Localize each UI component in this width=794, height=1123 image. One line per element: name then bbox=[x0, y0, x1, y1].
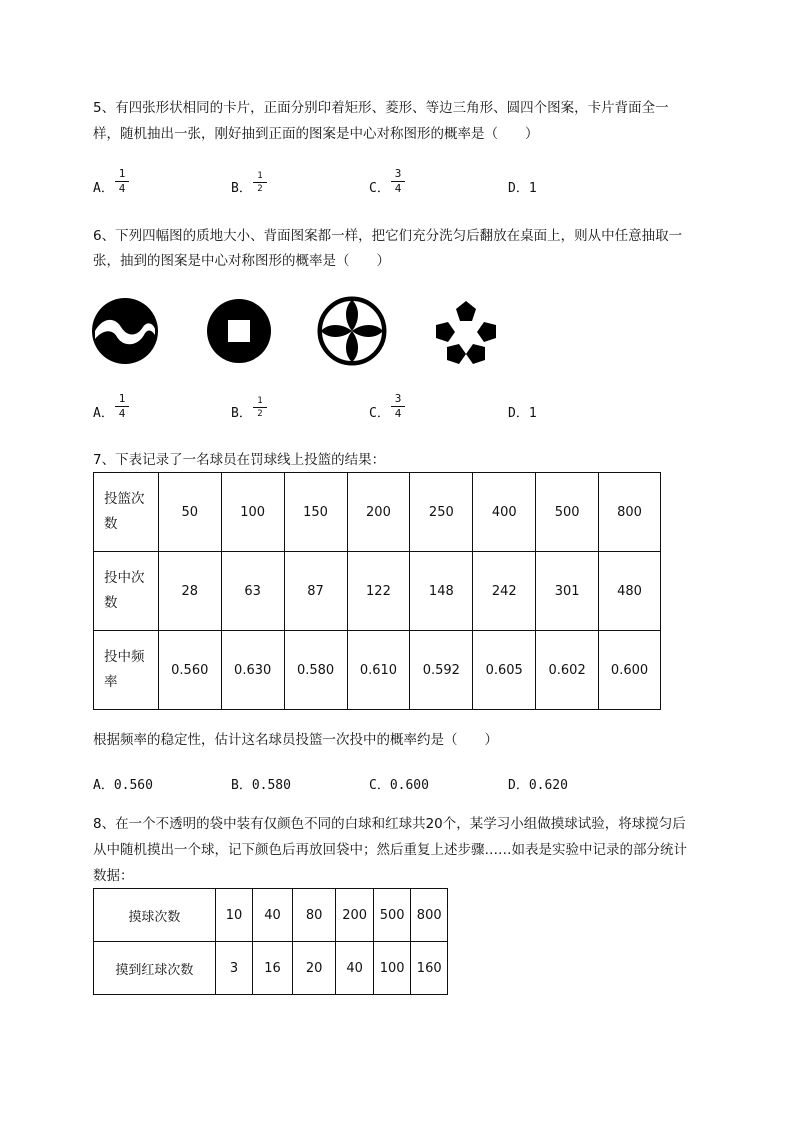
table-cell: 250 bbox=[410, 473, 473, 552]
q8-table bbox=[93, 888, 448, 995]
q7-option-b: B．0.580 bbox=[231, 778, 291, 793]
table-cell: 500 bbox=[536, 473, 599, 552]
q7-question: 根据频率的稳定性，估计这名球员投篮一次投中的概率约是（ ） bbox=[93, 732, 498, 748]
table-row bbox=[94, 942, 448, 995]
figure-coin-square-icon bbox=[207, 299, 271, 363]
table-cell: 0.560 bbox=[158, 631, 221, 710]
table-cell: 63 bbox=[221, 552, 284, 631]
q7-row-label: 投篮次 数 bbox=[94, 473, 159, 552]
table-cell: 40 bbox=[253, 889, 293, 942]
q6-text-line2: 张，抽到的图案是中心对称图形的概率是（ ） bbox=[93, 253, 390, 269]
table-cell: 0.600 bbox=[599, 631, 661, 710]
table-cell: 0.610 bbox=[347, 631, 410, 710]
table-cell: 20 bbox=[292, 942, 336, 995]
q5-text-line2: 样，随机抽出一张，刚好抽到正面的图案是中心对称图形的概率是（ ） bbox=[93, 126, 539, 142]
q8-text-line3: 数据： bbox=[93, 868, 134, 884]
q6-option-d: D．1 bbox=[508, 406, 537, 421]
table-cell: 50 bbox=[158, 473, 221, 552]
q5-option-a-fraction: 1 4 bbox=[115, 168, 129, 195]
q7-table bbox=[93, 472, 661, 710]
table-cell: 200 bbox=[336, 889, 374, 942]
table-cell: 0.605 bbox=[473, 631, 536, 710]
table-cell: 800 bbox=[599, 473, 661, 552]
q8-text-line1: 8、在一个不透明的袋中装有仅颜色不同的白球和红球共20个，某学习小组做摸球试验，将球搅匀后 bbox=[93, 816, 686, 832]
figure-wave-circle-icon bbox=[92, 298, 158, 364]
table-cell: 100 bbox=[221, 473, 284, 552]
q7-row-label: 投中次 数 bbox=[94, 552, 159, 631]
table-cell: 400 bbox=[473, 473, 536, 552]
figure-pentagon-ring-icon bbox=[436, 301, 496, 364]
q6-option-b-fraction: 1 2 bbox=[253, 396, 267, 419]
table-cell: 148 bbox=[410, 552, 473, 631]
table-cell: 0.630 bbox=[221, 631, 284, 710]
q5-option-a-letter: A． bbox=[93, 181, 114, 196]
table-row bbox=[94, 552, 661, 631]
q5-option-b-fraction: 1 2 bbox=[253, 171, 267, 194]
table-cell: 0.580 bbox=[284, 631, 347, 710]
q6-figures bbox=[90, 296, 510, 366]
table-cell: 160 bbox=[411, 942, 448, 995]
q6-option-a-fraction: 1 4 bbox=[115, 393, 129, 420]
q6-option-c-fraction: 3 4 bbox=[391, 393, 405, 420]
table-cell: 80 bbox=[292, 889, 336, 942]
table-cell: 150 bbox=[284, 473, 347, 552]
table-cell: 87 bbox=[284, 552, 347, 631]
q5-option-b-letter: B． bbox=[231, 181, 252, 196]
table-row bbox=[94, 889, 448, 942]
table-row bbox=[94, 631, 661, 710]
q7-intro: 7、下表记录了一名球员在罚球线上投篮的结果： bbox=[93, 452, 386, 468]
q7-option-d: D．0.620 bbox=[508, 778, 568, 793]
q8-row-label: 摸球次数 bbox=[94, 889, 216, 942]
table-cell: 100 bbox=[373, 942, 411, 995]
q6-option-a-letter: A． bbox=[93, 406, 114, 421]
table-cell: 10 bbox=[215, 889, 253, 942]
q7-option-a: A．0.560 bbox=[93, 778, 153, 793]
q8-row-label: 摸到红球次数 bbox=[94, 942, 216, 995]
table-cell: 0.602 bbox=[536, 631, 599, 710]
q5-option-c-letter: C． bbox=[369, 181, 390, 196]
q6-option-c-letter: C． bbox=[369, 406, 390, 421]
q5-text-line1: 5、有四张形状相同的卡片，正面分别印着矩形、菱形、等边三角形、圆四个图案，卡片背面全一 bbox=[93, 100, 669, 116]
q8-text-line2: 从中随机摸出一个球，记下颜色后再放回袋中；然后重复上述步骤……如表是实验中记录的部分统计 bbox=[93, 842, 687, 858]
table-cell: 301 bbox=[536, 552, 599, 631]
q5-option-d: D．1 bbox=[508, 181, 537, 196]
table-cell: 242 bbox=[473, 552, 536, 631]
table-cell: 28 bbox=[158, 552, 221, 631]
table-cell: 200 bbox=[347, 473, 410, 552]
table-cell: 3 bbox=[215, 942, 253, 995]
table-cell: 480 bbox=[599, 552, 661, 631]
q7-option-c: C．0.600 bbox=[369, 778, 429, 793]
table-row bbox=[94, 473, 661, 552]
table-cell: 122 bbox=[347, 552, 410, 631]
table-cell: 40 bbox=[336, 942, 374, 995]
table-cell: 500 bbox=[373, 889, 411, 942]
table-cell: 800 bbox=[411, 889, 448, 942]
table-cell: 16 bbox=[253, 942, 293, 995]
q6-option-b-letter: B． bbox=[231, 406, 252, 421]
q5-option-c-fraction: 3 4 bbox=[391, 168, 405, 195]
figure-four-petal-circle-icon bbox=[319, 298, 385, 364]
table-cell: 0.592 bbox=[410, 631, 473, 710]
q7-row-label: 投中频 率 bbox=[94, 631, 159, 710]
q6-text-line1: 6、下列四幅图的质地大小、背面图案都一样，把它们充分洗匀后翻放在桌面上，则从中任意抽取一 bbox=[93, 228, 683, 244]
